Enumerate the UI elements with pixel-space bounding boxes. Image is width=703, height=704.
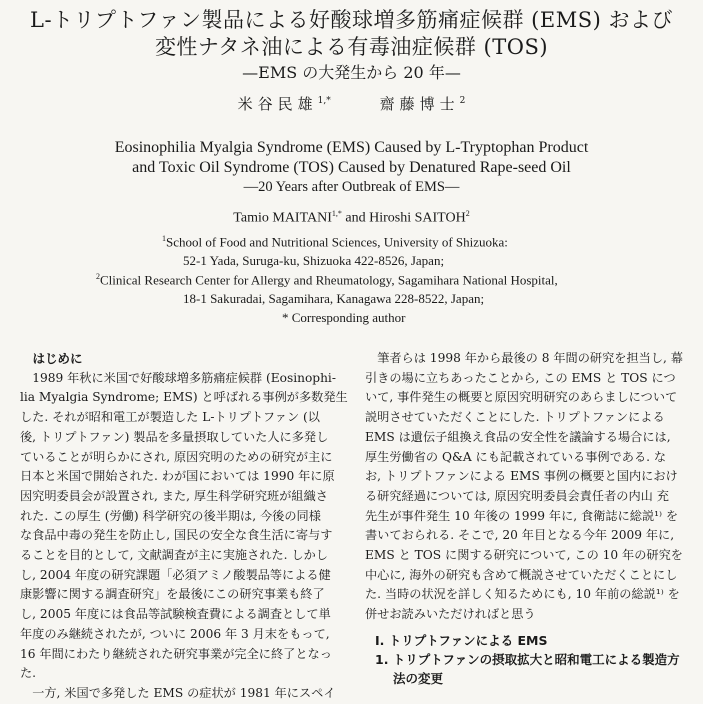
body-line: した. それが昭和電工が製造した L-トリプトファン (以 — [20, 410, 320, 425]
affiliation-2-mark: 2 — [96, 272, 100, 281]
author-2-jp: 齋藤博士 — [379, 95, 460, 113]
affiliation-1-mark: 1 — [162, 234, 166, 243]
body-line: 説明させていただくことにした. トリプトファンによる — [365, 410, 665, 425]
subsection-heading-1-1-line-1: 1. トリプトファンの摂取拡大と昭和電工による製造方 — [375, 652, 680, 667]
body-line: し, 2005 年度には食品等試験検査費による調査として単 — [20, 607, 331, 622]
body-line: 筆者らは 1998 年から最後の 8 年間の研究を担当し, 幕 — [377, 351, 683, 365]
section-heading-introduction: はじめに — [32, 351, 83, 366]
body-line: 康影響に関する調査研究」を最後にこの研究事業も終了 — [20, 587, 325, 602]
affiliation-1-line-1 — [162, 234, 508, 250]
subtitle: —EMS の大発生から 20 年— — [242, 63, 461, 82]
body-line: 後, トリプトファン) 製品を多量摂取していた人に多発し — [20, 429, 329, 444]
affiliation-2-line-1 — [96, 272, 558, 288]
body-line: 厚生労働省の Q&A にも記載されている事例である. な — [365, 449, 667, 464]
body-line: 先生が事件発生 10 年後の 1999 年に, 食衛誌に総説¹⁾ を — [365, 508, 679, 523]
author-2-en-mark: 2 — [465, 209, 470, 218]
body-line: な食品中毒の発生を防止し, 国民の安全な食生活に寄与す — [20, 528, 333, 543]
corresponding-author: * Corresponding author — [282, 310, 406, 325]
affiliation-1-text: School of Food and Nutritional Sciences, University of Shizuoka: — [166, 234, 508, 250]
author-connector: and — [341, 210, 370, 226]
body-line: EMS は遺伝子組換え食品の安全性を議論する場合には, — [365, 429, 671, 444]
authors-en — [0, 209, 703, 227]
body-line: れた. この厚生 (労働) 科学研究の後半期は, 今後の同様 — [20, 508, 321, 523]
body-line: 書いておられる. そこで, 20 年目となる今年 2009 年に, — [365, 528, 675, 543]
body-line: た. — [20, 666, 37, 681]
body-line: lia Myalgia Syndrome; EMS) と呼ばれる事例が多数発生 — [20, 390, 348, 405]
section-heading-1: I. トリプトファンによる EMS — [375, 633, 548, 648]
body-line: た. 当時の状況を詳しく知るためにも, 10 年前の総説¹⁾ を — [365, 587, 680, 602]
body-line: 一方, 米国で多発した EMS の症状が 1981 年にスペイ — [32, 685, 336, 700]
author-1-en-mark: 1,* — [331, 209, 342, 218]
author-2-jp-mark: 2 — [459, 96, 466, 106]
authors-jp — [0, 93, 703, 114]
title-line-1: L-トリプトファン製品による好酸球増多筋痛症候群 (EMS) および — [30, 8, 673, 32]
author-2-en: Hiroshi SAITOH — [369, 210, 466, 226]
body-line: 引きの場に立ちあったことから, この EMS と TOS につ — [365, 370, 676, 385]
affiliation-1-line-2: 52-1 Yada, Suruga-ku, Shizuoka 422-8526, Japan; — [183, 253, 445, 268]
subsection-heading-1-1-line-2: 法の変更 — [393, 671, 444, 686]
english-title-line-1: Eosinophilia Myalgia Syndrome (EMS) Caused by L-Tryptophan Product — [114, 139, 589, 156]
body-line: る研究経過については, 原因究明委員会責任者の内山 充 — [365, 488, 669, 503]
title-line-2: 変性ナタネ油による有毒油症候群 (TOS) — [154, 35, 549, 59]
affiliation-2-line-2: 18-1 Sakuradai, Sagamihara, Kanagawa 228-8522, Japan; — [183, 291, 485, 306]
english-title-line-2: and Toxic Oil Syndrome (TOS) Caused by Denatured Rape-seed Oil — [132, 159, 571, 176]
body-line: 年度のみ継続されたが, ついに 2006 年 3 月末をもって, — [20, 626, 330, 641]
body-line: 因究明委員会が設置され, また, 厚生科学研究班が組織さ — [20, 488, 328, 503]
body-line: いて, 事件発生の概要と原因究明研究のあらましについて — [365, 390, 678, 405]
body-line: ることを目的として, 文献調査が主に実施された. しかし — [20, 548, 328, 563]
body-line: 16 年間にわたり継続された研究事業が完全に終了となっ — [20, 646, 332, 661]
author-1-jp-mark: 1,* — [317, 96, 331, 106]
body-line: お, トリプトファンによる EMS 事例の概要と国内におけ — [365, 469, 678, 484]
body-line: し, 2004 年度の研究課題「必須アミノ酸製品等による健 — [20, 567, 331, 582]
body-line: 1989 年秋に米国で好酸球増多筋痛症候群 (Eosinophi- — [32, 370, 336, 385]
body-line: 併せお読みいただければと思う — [365, 607, 536, 622]
english-subtitle: —20 Years after Outbreak of EMS— — [243, 179, 460, 195]
body-line: ていることが明らかにされ, 原因究明のための研究が主に — [20, 449, 333, 464]
left-column — [20, 349, 348, 704]
right-column — [365, 349, 695, 625]
body-line: 日本と米国で開始された. わが国においては 1990 年に原 — [20, 469, 335, 484]
affiliation-2-text: Clinical Research Center for Allergy and Rheumatology, Sagamihara National Hospital, — [100, 272, 558, 288]
body-line: EMS と TOS に関する研究について, この 10 年の研究を — [365, 548, 683, 563]
body-line: 中心に, 海外の研究も含めて概説させていただくことにし — [365, 567, 678, 582]
author-1-jp: 米谷民雄 — [237, 95, 318, 113]
author-1-en: Tamio MAITANI — [233, 210, 332, 226]
